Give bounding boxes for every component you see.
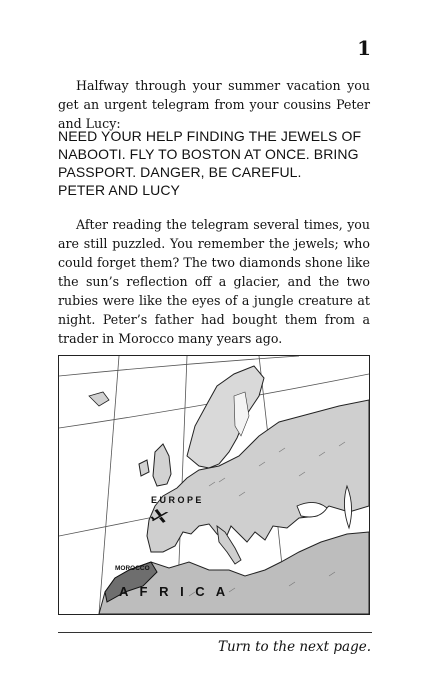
africa-label: A F R I C A	[119, 584, 230, 599]
telegram-line: PASSPORT. DANGER, BE CAREFUL.	[58, 164, 302, 180]
story-paragraph: After reading the telegram several times, you are still puzzled. You remember the jewels; who could forget them? The two diamonds shone like the sun’s reflection off a glacier, and the two rubies were like the eyes of a jungle creature at night. Peter’s father had bought them from a trader in Morocco many years ago.	[58, 217, 370, 346]
map-illustration	[59, 356, 369, 614]
telegram-message	[58, 127, 378, 199]
telegram-line: PETER AND LUCY	[58, 182, 180, 198]
europe-africa-map	[58, 355, 370, 615]
telegram-line: NEED YOUR HELP FINDING THE JEWELS OF	[58, 128, 362, 144]
europe-label: E U R O P E	[151, 495, 202, 505]
footer-divider	[58, 632, 372, 633]
intro-paragraph: Halfway through your summer vacation you get an urgent telegram from your cousins Peter and Lucy:	[58, 78, 370, 131]
page-number: 1	[357, 36, 371, 60]
turn-page-text: Turn to the next page.	[217, 639, 371, 655]
telegram-line: NABOOTI. FLY TO BOSTON AT ONCE. BRING	[58, 146, 359, 162]
morocco-label: MOROCCO	[115, 565, 150, 572]
